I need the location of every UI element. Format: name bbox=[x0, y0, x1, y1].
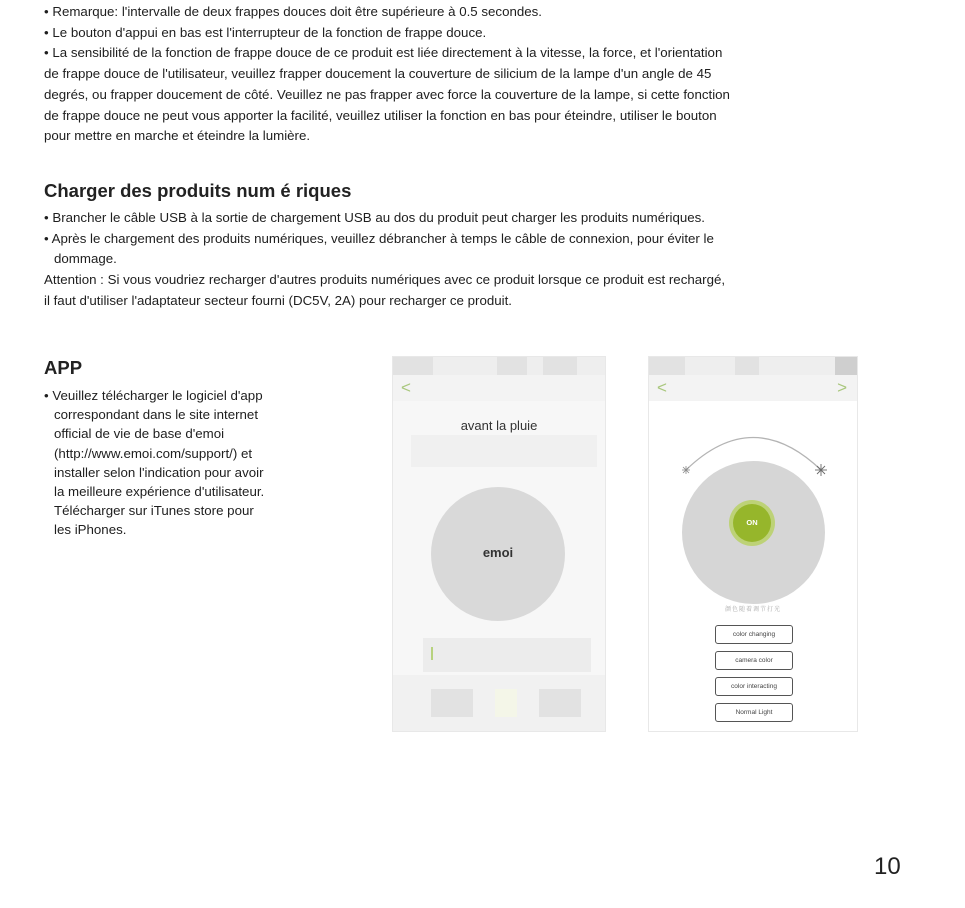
charge-line: il faut d'utiliser l'adaptateur secteur fourni (DC5V, 2A) pour recharger ce produit. bbox=[44, 292, 513, 308]
status-block bbox=[543, 357, 577, 375]
back-arrow-icon[interactable]: < bbox=[401, 378, 411, 397]
charge-section bbox=[44, 208, 924, 312]
charge-line: • Brancher le câble USB à la sortie de chargement USB au dos du produit peut charger les produits numériques. bbox=[44, 210, 706, 225]
app-line: (http://www.emoi.com/support/) et bbox=[54, 445, 253, 461]
app-line: official de vie de base d'emoi bbox=[54, 426, 225, 442]
intro-line: de frappe douce ne peut vous apporter la facilité, veuillez utiliser la fonction en bas pour éteindre, utiliser le bouton bbox=[44, 107, 717, 123]
app-screenshot-control bbox=[648, 356, 858, 732]
charge-line: • Après le chargement des produits numériques, veuillez débrancher à temps le câble de connexion, pour éviter le bbox=[44, 230, 714, 246]
status-block bbox=[497, 357, 527, 375]
mode-button-normal-light[interactable]: Normal Light bbox=[715, 703, 793, 722]
app-section bbox=[44, 386, 334, 540]
nav-bar bbox=[393, 375, 605, 401]
dim-sun-icon bbox=[682, 466, 690, 474]
intro-line: de frappe douce de l'utilisateur, veuillez frapper doucement la couverture de silicium de la lampe d'un angle de 45 bbox=[44, 66, 712, 82]
forward-arrow-icon[interactable]: > bbox=[837, 378, 847, 397]
intro-line: • Remarque: l'intervalle de deux frappes douces doit être supérieure à 0.5 secondes. bbox=[44, 4, 542, 19]
app-line: installer selon l'indication pour avoir bbox=[54, 464, 264, 480]
intro-section bbox=[44, 2, 924, 147]
mode-button-camera-color[interactable]: camera color bbox=[715, 651, 793, 670]
brightness-slider[interactable] bbox=[423, 638, 591, 672]
back-arrow-icon[interactable]: < bbox=[657, 378, 667, 397]
toolbar-button[interactable] bbox=[431, 689, 473, 717]
app-line: les iPhones. bbox=[54, 522, 127, 538]
scene-title: avant la pluie bbox=[460, 418, 538, 433]
status-bar bbox=[393, 357, 605, 375]
charge-line: dommage. bbox=[54, 251, 117, 267]
slider-handle[interactable] bbox=[431, 647, 433, 660]
intro-line: pour mettre en marche et éteindre la lumière. bbox=[44, 128, 311, 144]
emoi-logo: emoi bbox=[482, 545, 514, 560]
app-screenshot-scene bbox=[392, 356, 606, 732]
app-line: la meilleure expérience d'utilisateur. bbox=[54, 484, 265, 500]
app-line: • Veuillez télécharger le logiciel d'app bbox=[44, 388, 263, 403]
app-line: correspondant dans le site internet bbox=[54, 407, 259, 423]
mode-button-color-changing[interactable]: color changing bbox=[715, 625, 793, 644]
intro-line: • La sensibilité de la fonction de frappe douce de ce produit est liée directement à la vitesse, la force, et l'orientation bbox=[44, 45, 723, 61]
intro-line: • Le bouton d'appui en bas est l'interrupteur de la fonction de frappe douce. bbox=[44, 24, 487, 40]
on-button[interactable]: ON bbox=[733, 504, 771, 542]
intro-line: degrés, ou frapper doucement de côté. Veuillez ne pas frapper avec force la couverture de la lampe, si cette fonction bbox=[44, 86, 730, 102]
toolbar-button[interactable] bbox=[495, 689, 517, 717]
charge-line: Attention : Si vous voudriez recharger d'autres produits numériques avec ce produit lorsque ce produit est rechargé, bbox=[44, 272, 726, 288]
app-line: Télécharger sur iTunes store pour bbox=[54, 503, 254, 519]
app-heading: APP bbox=[44, 357, 83, 378]
mode-caption: 颜色随着调节打光 bbox=[724, 607, 781, 613]
charge-heading: Charger des produits num é riques bbox=[44, 180, 352, 201]
page-number: 10 bbox=[874, 853, 901, 880]
title-band bbox=[411, 435, 597, 467]
status-block bbox=[393, 357, 433, 375]
toolbar-button[interactable] bbox=[539, 689, 581, 717]
mode-button-color-interacting[interactable]: color interacting bbox=[715, 677, 793, 696]
